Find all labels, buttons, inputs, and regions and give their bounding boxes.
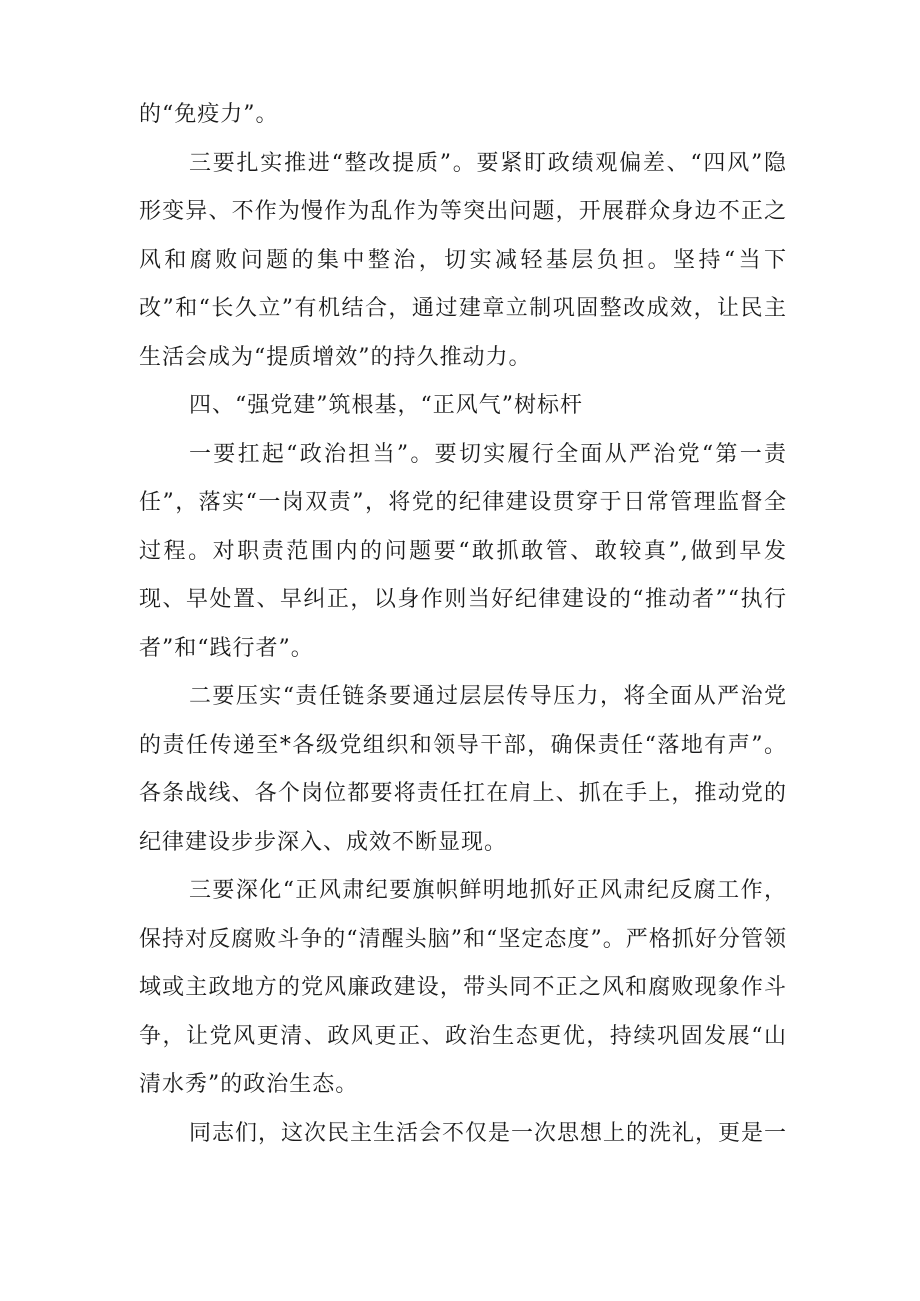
paragraph-discipline: 三要深化“正风肃纪要旗帜鲜明地抓好正风肃纪反腐工作，保持对反腐败斗争的“清醒头脑”和“坚定态度”。严格抓好分管领域或主政地方的党风廉政建设，带头同不正之风和腐败现象作斗争，让党风更清、政风更正、政治生态更优，持续巩固发展“山清水秀”的政治生态。 xyxy=(139,878,787,1097)
paragraph-responsibility-chain: 二要压实“责任链条要通过层层传导压力，将全面从严治党的责任传递至*各级党组织和领导干部，确保责任“落地有声”。各条战线、各个岗位都要将责任扛在肩上、抓在手上，推动党的纪律建设步步深入、成效不断显现。 xyxy=(139,684,787,855)
paragraph-continuation: 的“免疫力”。 xyxy=(139,102,279,127)
paragraph-rectification: 三要扎实推进“整改提质”。要紧盯政绩观偏差、“四风”隐形变异、不作为慢作为乱作为等突出问题，开展群众身边不正之风和腐败问题的集中整治，切实减轻基层负担。坚持“当下改”和“长久立”有机结合，通过建章立制巩固整改成效，让民主生活会成为“提质增效”的持久推动力。 xyxy=(139,150,787,370)
paragraph-political-responsibility: 一要扛起“政治担当”。要切实履行全面从严治党“第一责任”，落实“一岗双责”，将党的纪律建设贯穿于日常管理监督全过程。对职责范围内的问题要“敢抓敢管、敢较真”,做到早发现、早处置、早纠正，以身作则当好纪律建设的“推动者”“执行者”和“践行者”。 xyxy=(139,441,787,661)
paragraph-closing: 同志们，这次民主生活会不仅是一次思想上的洗礼，更是一 xyxy=(189,1120,788,1146)
document-body xyxy=(139,91,787,1158)
section-heading-four: 四、“强党建”筑根基，“正风气”树标杆 xyxy=(189,393,583,418)
